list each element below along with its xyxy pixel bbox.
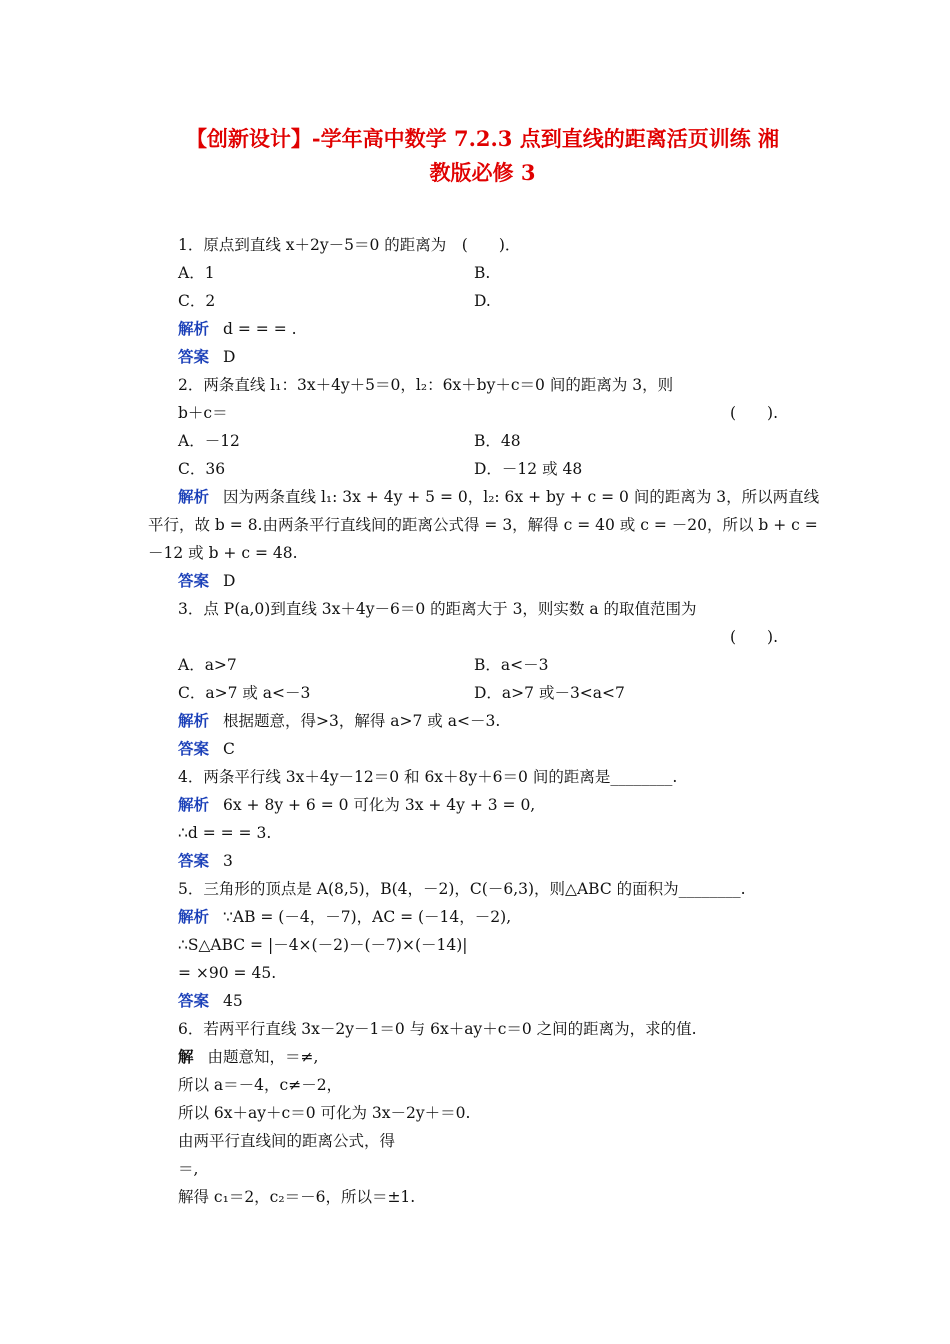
q3-options-row-2 — [178, 683, 778, 703]
q1-answer-text: D — [223, 348, 236, 366]
q3-options-row-1 — [178, 655, 778, 675]
q2-analysis-line-2: 平行，故 b = 8.由两条平行直线间的距离公式得 = 3，解得 c = 40 或 c = －20，所以 b + c = — [148, 516, 818, 534]
q6-solution-line-5: ＝, — [178, 1160, 199, 1178]
q2-stem-2: b＋c＝ — [178, 404, 228, 422]
analysis-label: 解析 — [178, 711, 210, 730]
answer-label: 答案 — [178, 851, 210, 870]
analysis-label: 解析 — [178, 795, 210, 814]
q2-answer — [178, 571, 235, 591]
q3-option-c: C．a>7 或 a<－3 — [178, 684, 311, 702]
analysis-label: 解析 — [178, 487, 210, 506]
q3-analysis-text: 根据题意，得>3，解得 a>7 或 a<－3. — [223, 712, 501, 730]
q5-analysis-line-3: = ×90 = 45. — [178, 964, 277, 982]
q4-analysis-line-1 — [178, 795, 535, 815]
q5-answer — [178, 991, 243, 1011]
q1-options-row-2 — [178, 291, 778, 311]
q3-option-a: A．a>7 — [178, 656, 237, 674]
q5-analysis-line-1 — [178, 907, 511, 927]
q6-solution-text-1: 由题意知，＝≠, — [207, 1048, 319, 1066]
q2-answer-text: D — [223, 572, 236, 590]
q6-stem: 6．若两平行直线 3x－2y－1＝0 与 6x＋ay＋c＝0 之间的距离为，求的值. — [178, 1020, 697, 1038]
q2-option-a: A．－12 — [178, 432, 240, 450]
answer-label: 答案 — [178, 739, 210, 758]
q2-options-row-2 — [178, 459, 778, 479]
q1-analysis-text: d = = = . — [223, 320, 297, 338]
q3-analysis — [178, 711, 500, 731]
q4-answer-text: 3 — [223, 852, 233, 870]
answer-label: 答案 — [178, 347, 210, 366]
q4-analysis-line-2: ∴d = = = 3. — [178, 824, 272, 842]
answer-label: 答案 — [178, 571, 210, 590]
q2-analysis-text-1: 因为两条直线 l₁: 3x + 4y + 5 = 0，l₂: 6x + by + c = 0 间的距离为 3，所以两直线 — [223, 488, 820, 506]
q1-analysis — [178, 319, 297, 339]
q6-solution-line-6: 解得 c₁＝2，c₂＝－6，所以＝±1. — [178, 1188, 416, 1206]
q5-analysis-line-2: ∴S△ABC = |－4×(－2)－(－7)×(－14)| — [178, 936, 468, 954]
analysis-label: 解析 — [178, 319, 210, 338]
q6-solution-line-3: 所以 6x＋ay＋c＝0 可化为 3x－2y＋＝0. — [178, 1104, 471, 1122]
q1-stem: 1．原点到直线 x＋2y－5＝0 的距离为 ( )． — [178, 236, 521, 254]
q4-stem: 4．两条平行线 3x＋4y－12＝0 和 6x＋8y＋6＝0 间的距离是________. — [178, 768, 678, 786]
q3-answer — [178, 739, 235, 759]
q1-option-b: B. — [474, 264, 491, 282]
q1-option-a: A．1 — [178, 264, 215, 282]
q2-analysis-line-3: －12 或 b + c = 48. — [148, 544, 298, 562]
q2-stem-row-2 — [178, 403, 798, 423]
q3-option-b: B．a<－3 — [474, 656, 549, 674]
q3-answer-text: C — [223, 740, 235, 758]
q6-solution-line-2: 所以 a＝－4，c≠－2， — [178, 1076, 343, 1094]
title-line-1: 【创新设计】-学年高中数学 7.2.3 点到直线的距离活页训练 湘 — [185, 126, 780, 151]
q2-option-d: D．－12 或 48 — [474, 460, 583, 478]
q2-options-row-1 — [178, 431, 778, 451]
q4-answer — [178, 851, 233, 871]
q2-stem: 2．两条直线 l₁：3x＋4y＋5＝0，l₂：6x＋by＋c＝0 间的距离为 3，则 — [178, 376, 674, 394]
q3-stem: 3．点 P(a,0)到直线 3x＋4y－6＝0 的距离大于 3，则实数 a 的取值范围为 — [178, 600, 697, 618]
q1-options-row-1 — [178, 263, 778, 283]
q5-stem: 5．三角形的顶点是 A(8,5)，B(4，－2)，C(－6,3)，则△ABC 的面积为________. — [178, 880, 746, 898]
q2-analysis-line-1 — [178, 487, 819, 507]
q1-option-c: C．2 — [178, 292, 216, 310]
q6-solution-line-1 — [178, 1047, 318, 1067]
q2-paren: ( ). — [730, 404, 779, 422]
q1-answer — [178, 347, 235, 367]
title-line-2: 教版必修 3 — [429, 160, 536, 185]
q5-analysis-text-1: ∵AB = (－4，－7)，AC = (－14，－2), — [223, 908, 512, 926]
q4-analysis-text-1: 6x + 8y + 6 = 0 可化为 3x + 4y + 3 = 0, — [223, 796, 536, 814]
q3-option-d: D．a>7 或－3<a<7 — [474, 684, 625, 702]
q5-answer-text: 45 — [223, 992, 243, 1010]
q3-paren: ( ). — [730, 628, 779, 646]
q2-option-b: B．48 — [474, 432, 521, 450]
q2-option-c: C．36 — [178, 460, 226, 478]
q6-solution-line-4: 由两平行直线间的距离公式，得 — [178, 1132, 396, 1150]
analysis-label: 解析 — [178, 907, 210, 926]
q1-option-d: D. — [474, 292, 491, 310]
page-title — [150, 122, 815, 190]
answer-label: 答案 — [178, 991, 210, 1010]
solution-label: 解 — [178, 1047, 194, 1066]
